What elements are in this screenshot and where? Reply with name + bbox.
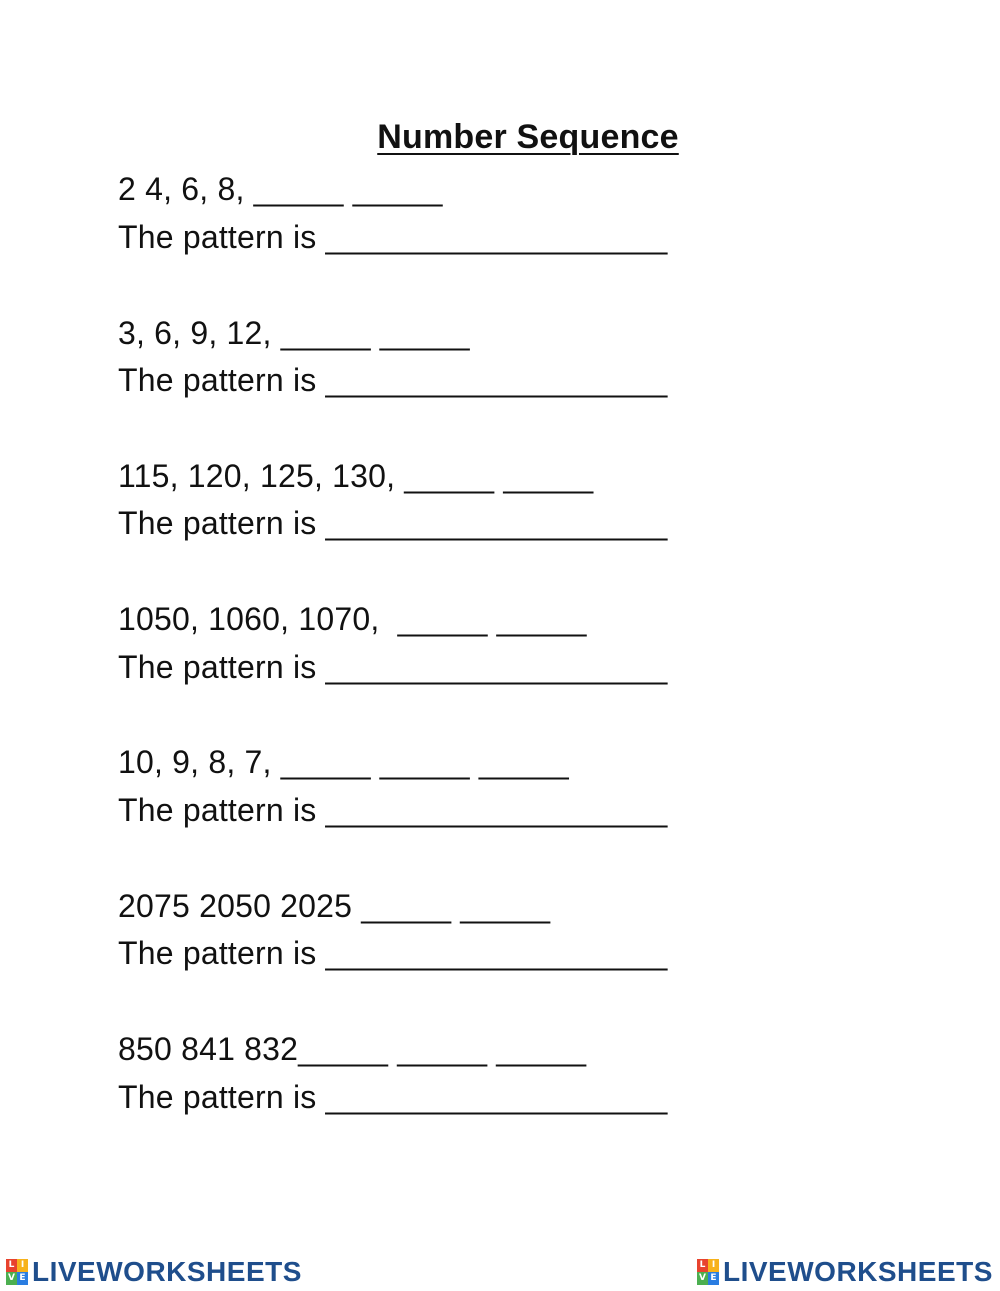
logo-tile-i: I [17,1259,28,1272]
pattern-line-4: The pattern is ___________________ [118,649,668,685]
logo-tile-e: E [708,1272,719,1285]
logo-tile-e: E [17,1272,28,1285]
logo-text: LIVEWORKSHEETS [32,1256,302,1287]
sequence-line-6: 2075 2050 2025 _____ _____ [118,888,551,924]
sequence-line-4: 1050, 1060, 1070, _____ _____ [118,601,587,637]
logo-tile-l: L [6,1259,17,1272]
liveworksheets-logo-icon [6,1259,28,1285]
sequence-line-3: 115, 120, 125, 130, _____ _____ [118,458,594,494]
pattern-line-7: The pattern is ___________________ [118,1079,668,1115]
pattern-line-6: The pattern is ___________________ [118,935,668,971]
logo-tile-i: I [708,1259,719,1272]
sequence-line-2: 3, 6, 9, 12, _____ _____ [118,315,470,351]
sequence-line-7: 850 841 832_____ _____ _____ [118,1031,587,1067]
worksheet-title: Number Sequence [377,118,679,156]
logo-text: LIVEWORKSHEETS [723,1256,993,1287]
footer-logo-left [6,1255,302,1289]
footer-logo-right [697,1255,993,1289]
sequence-line-1: 2 4, 6, 8, _____ _____ [118,171,443,207]
pattern-line-3: The pattern is ___________________ [118,505,668,541]
pattern-line-1: The pattern is ___________________ [118,219,668,255]
logo-tile-l: L [697,1259,708,1272]
logo-tile-v: V [697,1272,708,1285]
sequence-line-5: 10, 9, 8, 7, _____ _____ _____ [118,744,569,780]
pattern-line-5: The pattern is ___________________ [118,792,668,828]
pattern-line-2: The pattern is ___________________ [118,362,668,398]
liveworksheets-logo-icon [697,1259,719,1285]
logo-tile-v: V [6,1272,17,1285]
